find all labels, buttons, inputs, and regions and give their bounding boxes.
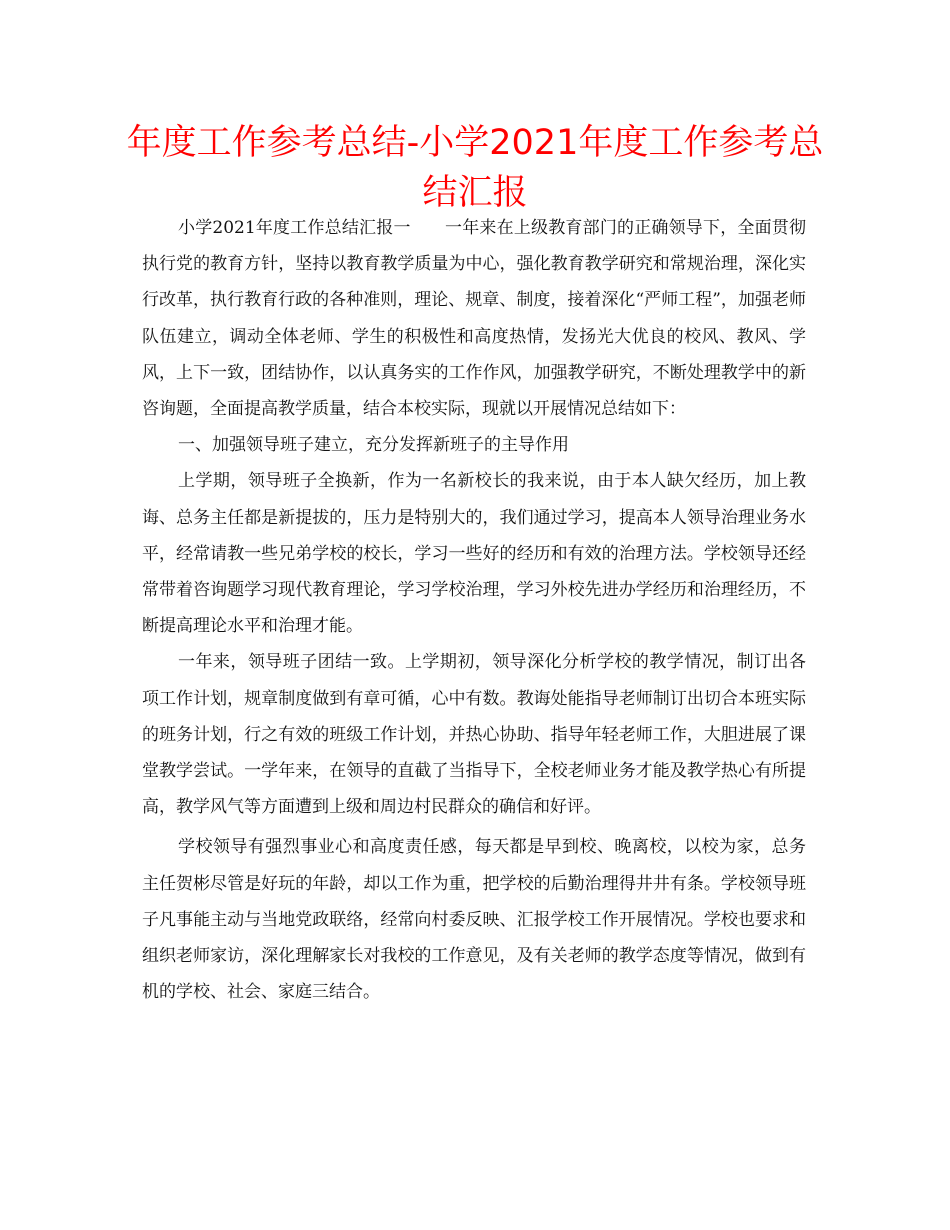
paragraph-intro: 小学2021年度工作总结汇报一 一年来在上级教育部门的正确领导下，全面贯彻执行党的教育方针，坚持以教育教学质量为中心，强化教育教学研究和常规治理，深化实行改革，执行教育行政的各种准则，理论、规章、制度，接着深化“严师工程”，加强老师队伍建立，调动全体老师、学生的积极性和高度热情，发扬光大优良的校风、教风、学风，上下一致，团结协作，以认真务实的工作作风，加强教学研究，不断处理教学中的新咨询题，全面提高教学质量，结合本校实际，现就以开展情况总结如下： <box>142 218 806 420</box>
section-heading: 一、加强领导班子建立，充分发挥新班子的主导作用 <box>178 435 569 456</box>
paragraph-responsibility: 学校领导有强烈事业心和高度责任感，每天都是早到校、晚离校，以校为家，总务主任贺彬尽管是好玩的年龄，却以工作为重，把学校的后勤治理得井井有条。学校领导班子凡事能主动与当地党政联络，经常向村委反映、汇报学校工作开展情况。学校也要求和组织老师家访，深化理解家长对我校的工作意见，及有关老师的教学态度等情况，做到有机的学校、社会、家庭三结合。 <box>142 837 806 1003</box>
document-body <box>142 210 806 1010</box>
paragraph-leadership: 上学期，领导班子全换新，作为一名新校长的我来说，由于本人缺欠经历，加上教诲、总务主任都是新提拔的，压力是特别大的，我们通过学习，提高本人领导治理业务水平，经常请教一些兄弟学校的校长，学习一些好的经历和有效的治理方法。学校领导还经常带着咨询题学习现代教育理论，学习学校治理，学习外校先进办学经历和治理经历，不断提高理论水平和治理才能。 <box>142 471 806 637</box>
document-title: 年度工作参考总结-小学2021年度工作参考总结汇报 <box>126 123 824 213</box>
paragraph-year-review: 一年来，领导班子团结一致。上学期初，领导深化分析学校的教学情况，制订出各项工作计划，规章制度做到有章可循，心中有数。教诲处能指导老师制订出切合本班实际的班务计划，行之有效的班级工作计划，并热心协助、指导年轻老师工作，大胆进展了课堂教学尝试。一学年来，在领导的直截了当指导下，全校老师业务才能及教学热心有所提高，教学风气等方面遭到上级和周边村民群众的确信和好评。 <box>142 652 806 818</box>
